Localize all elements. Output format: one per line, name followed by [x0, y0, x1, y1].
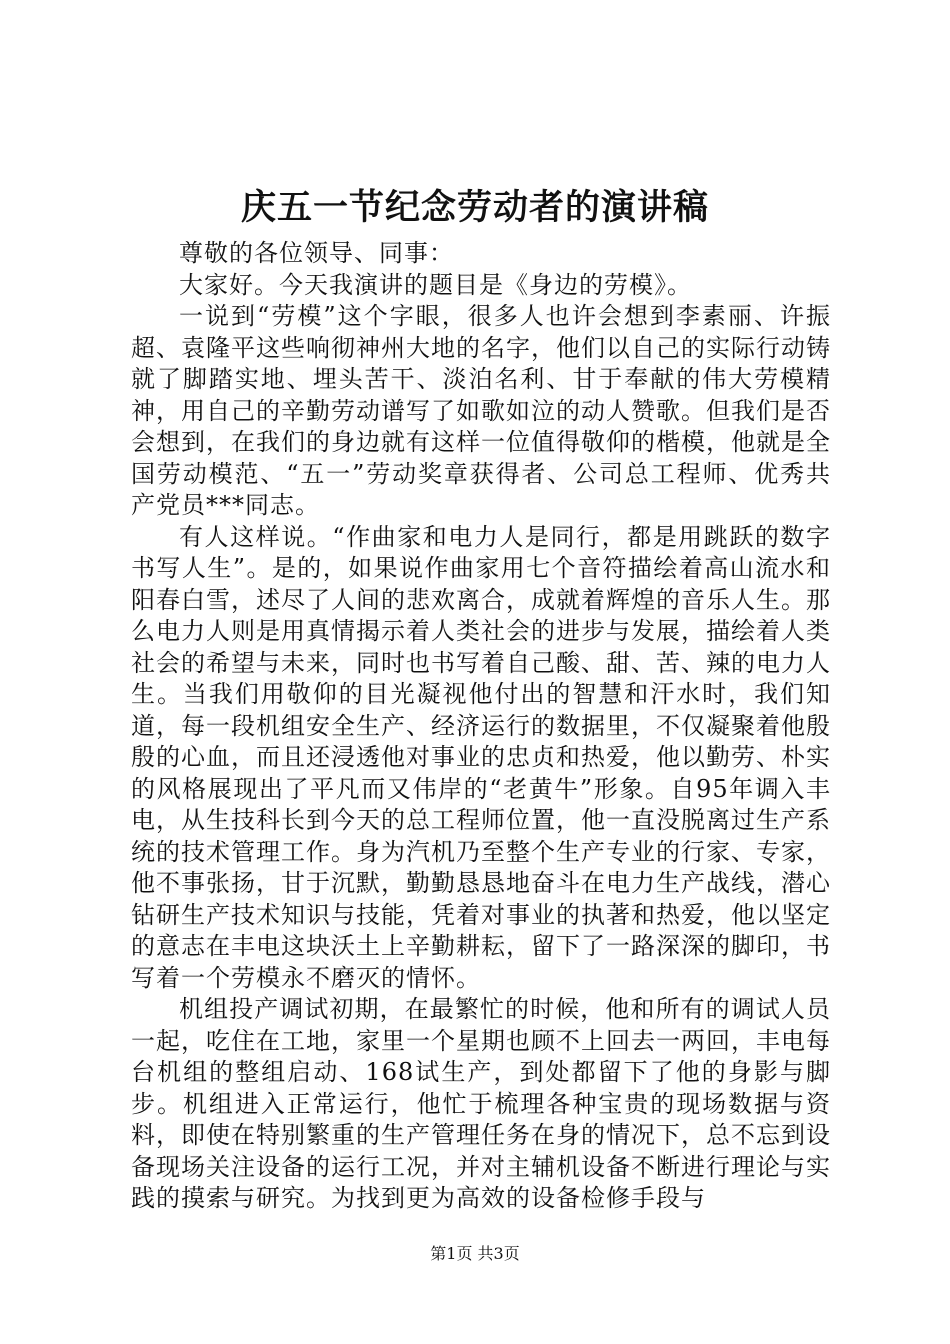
document-body: [131, 238, 831, 1215]
page-footer: 第1页 共3页: [430, 1244, 520, 1263]
body-paragraph: 机组投产调试初期，在最繁忙的时候，他和所有的调试人员一起，吃住在工地，家里一个星期也顾不上回去一两回，丰电每台机组的整组启动、168试生产，到处都留下了他的身影与脚步。机组进入正常运行，他忙于梳理各种宝贵的现场数据与资料，即使在特别繁重的生产管理任务在身的情况下，总不忘到设备现场关注设备的运行工况，并对主辅机设备不断进行理论与实践的摸索与研究。为找到更为高效的设备检修手段与: [131, 995, 831, 1212]
salutation-paragraph: 尊敬的各位领导、同事：: [179, 239, 454, 267]
greeting-paragraph: 大家好。今天我演讲的题目是《身边的劳模》。: [179, 270, 692, 299]
document-title: 庆五一节纪念劳动者的演讲稿: [240, 187, 709, 228]
body-paragraph: 有人这样说。“作曲家和电力人是同行，都是用跳跃的数字书写人生”。是的，如果说作曲家用七个音符描绘着高山流水和阳春白雪，述尽了人间的悲欢离合，成就着辉煌的音乐人生。那么电力人则是用真情揭示着人类社会的进步与发展，描绘着人类社会的希望与未来，同时也书写着自己酸、甜、苦、辣的电力人生。当我们用敬仰的目光凝视他付出的智慧和汗水时，我们知道，每一段机组安全生产、经济运行的数据里，不仅凝聚着他殷殷的心血，而且还浸透他对事业的忠贞和热爱，他以勤劳、朴实的风格展现出了平凡而又伟岸的“老黄牛”形象。自95年调入丰电，从生技科长到今天的总工程师位置，他一直没脱离过生产系统的技术管理工作。身为汽机乃至整个生产专业的行家、专家，他不事张扬，甘于沉默，勤勤恳恳地奋斗在电力生产战线，潜心钻研生产技术知识与技能，凭着对事业的执著和热爱，他以坚定的意志在丰电这块沃土上辛勤耕耘，留下了一路深深的脚印，书写着一个劳模永不磨灭的情怀。: [131, 522, 831, 992]
body-paragraph: 一说到“劳模”这个字眼，很多人也许会想到李素丽、许振超、袁隆平这些响彻神州大地的名字，他们以自己的实际行动铸就了脚踏实地、埋头苦干、淡泊名利、甘于奉献的伟大劳模精神，用自己的辛勤劳动谱写了如歌如泣的动人赞歌。但我们是否会想到，在我们的身边就有这样一位值得敬仰的楷模，他就是全国劳动模范、“五一”劳动奖章获得者、公司总工程师、优秀共产党员***同志。: [131, 302, 831, 519]
